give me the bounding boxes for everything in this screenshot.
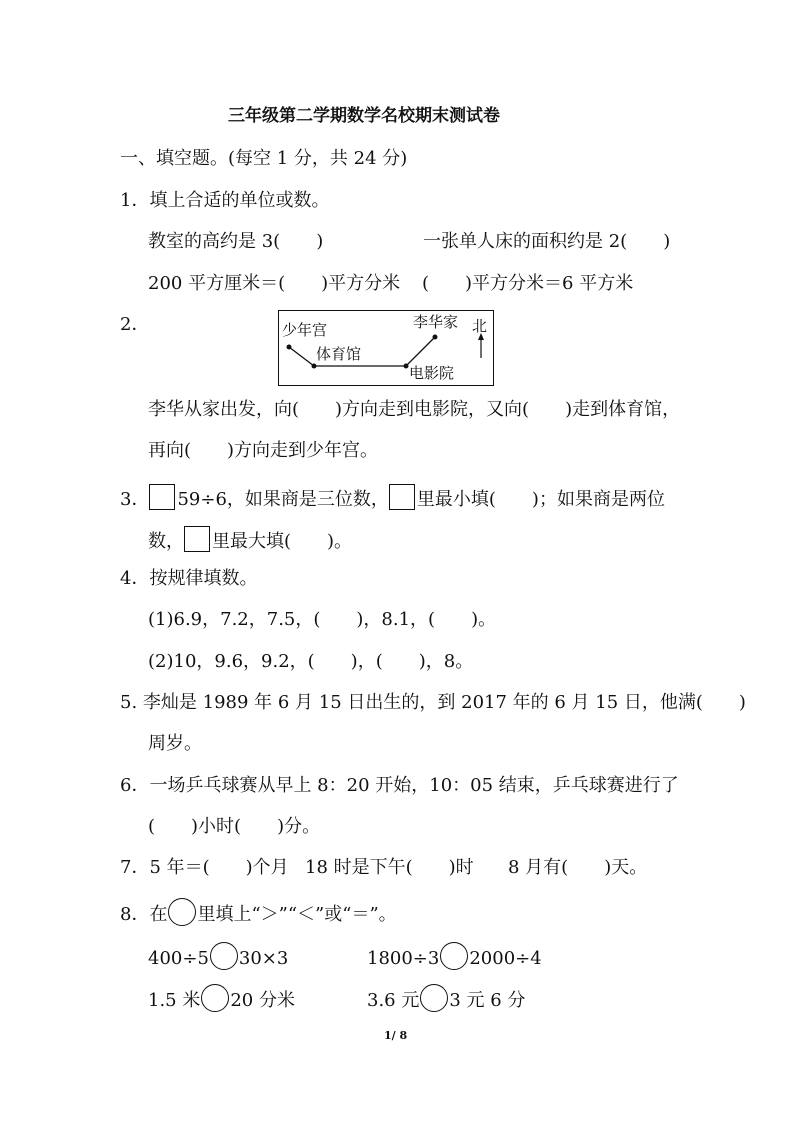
compare-circle[interactable] <box>168 898 196 926</box>
q8-head-a: 8．在 <box>120 904 168 925</box>
q7-item-a: 7．5 年＝( )个月 <box>120 857 289 878</box>
q7-item-b: 18 时是下午( )时 <box>305 857 474 878</box>
q7-item-c: 8 月有( )天。 <box>508 857 648 878</box>
page-number: 1/ 8 <box>384 1029 408 1042</box>
q4-item-1: (1)6.9，7.2，7.5，( )，8.1，( )。 <box>148 609 497 630</box>
route-map <box>278 310 494 386</box>
q3-text-1: 59÷6，如果商是三位数， <box>177 489 389 510</box>
compare-left: 1.5 米 <box>148 990 201 1011</box>
compare-left: 3.6 元 <box>367 990 420 1011</box>
q3-line-1 <box>120 484 665 512</box>
q8-row-1b <box>367 942 542 971</box>
label-dianyingyuan: 电影院 <box>409 364 455 382</box>
label-shaoniangong: 少年宫 <box>282 321 328 339</box>
compare-right: 3 元 6 分 <box>449 990 526 1011</box>
q5-line-1: 5. 李灿是 1989 年 6 月 15 日出生的，到 2017 年的 6 月 15 日，他满( ) <box>120 692 746 713</box>
compare-right: 2000÷4 <box>469 948 542 969</box>
answer-box[interactable] <box>184 526 210 552</box>
q1-item-b: 一张单人床的面积约是 2( ) <box>423 231 671 252</box>
route-line <box>289 337 435 366</box>
q3-line-2 <box>148 526 352 554</box>
q8-row-2b <box>367 984 525 1013</box>
label-north: 北 <box>472 317 488 335</box>
q6-line-2: ( )小时( )分。 <box>148 816 321 837</box>
q1-item-c: 200 平方厘米＝( )平方分米 <box>148 273 401 294</box>
q8-row-1a <box>148 942 288 971</box>
label-lihuajia: 李华家 <box>413 313 459 331</box>
compare-left: 1800÷3 <box>367 948 440 969</box>
compare-circle[interactable] <box>420 984 448 1012</box>
compare-left: 400÷5 <box>148 948 209 969</box>
compare-right: 20 分米 <box>230 990 295 1011</box>
exam-title: 三年级第二学期数学名校期末测试卷 <box>228 106 500 126</box>
q4-heading: 4．按规律填数。 <box>120 568 258 589</box>
q1-heading: 1．填上合适的单位或数。 <box>120 190 330 211</box>
q1-item-d: ( )平方分米＝6 平方米 <box>422 273 634 294</box>
q3-text-2: 里最小填( )；如果商是两位 <box>416 489 665 510</box>
q6-line-1: 6．一场乒乓球赛从早上 8：20 开始，10：05 结束，乒乓球赛进行了 <box>120 775 679 796</box>
section-heading: 一、填空题。(每空 1 分，共 24 分) <box>120 148 408 169</box>
point-shaoniangong <box>287 345 292 350</box>
q2-line-1: 李华从家出发，向( )方向走到电影院，又向( )走到体育馆， <box>148 399 681 420</box>
answer-box[interactable] <box>149 484 175 510</box>
q8-heading <box>120 898 397 927</box>
q5-line-2: 周岁。 <box>148 733 202 754</box>
compare-circle[interactable] <box>201 984 229 1012</box>
answer-box[interactable] <box>389 484 415 510</box>
q2-line-2: 再向( )方向走到少年宫。 <box>148 440 379 461</box>
point-dianyingyuan <box>404 364 409 369</box>
q4-item-2: (2)10，9.6，9.2，( )，( )，8。 <box>148 651 474 672</box>
compare-circle[interactable] <box>440 942 468 970</box>
q1-item-a: 教室的高约是 3( ) <box>148 231 324 252</box>
q2-number: 2． <box>120 314 150 335</box>
compare-right: 30×3 <box>238 948 289 969</box>
point-tiyuguan <box>312 364 317 369</box>
compare-circle[interactable] <box>210 942 238 970</box>
q8-head-b: 里填上“＞”“＜”或“＝”。 <box>197 904 397 925</box>
q3-text-4: 里最大填( )。 <box>212 531 353 552</box>
label-tiyuguan: 体育馆 <box>316 345 362 363</box>
q8-row-2a <box>148 984 295 1013</box>
point-lihuajia <box>433 335 438 340</box>
q3-text-3: 数， <box>148 531 184 552</box>
q3-number: 3． <box>120 489 150 510</box>
